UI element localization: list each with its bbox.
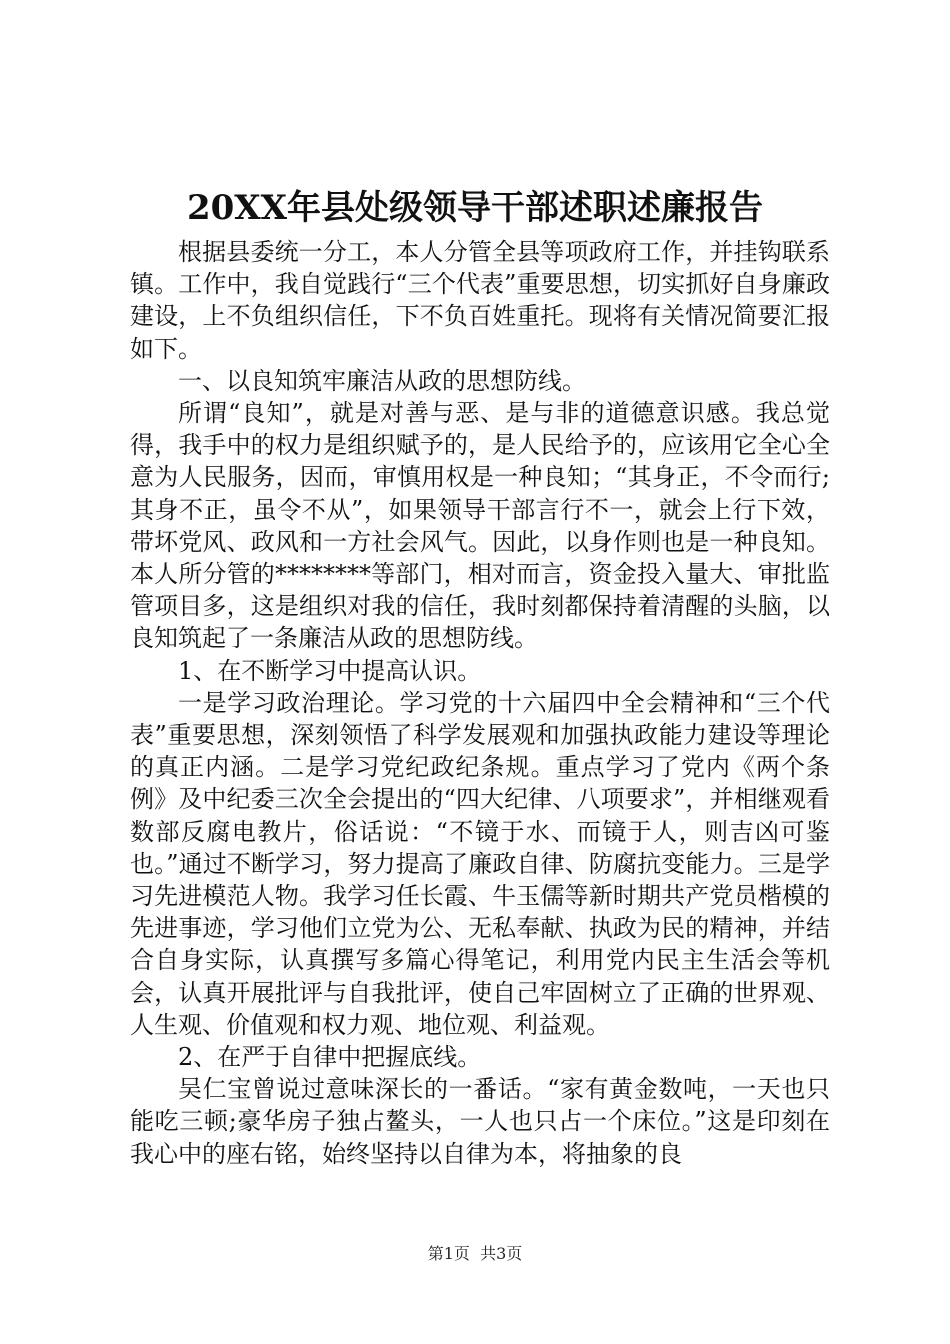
document-body (130, 236, 830, 1170)
paragraph-conscience: 所谓“良知”，就是对善与恶、是与非的道德意识感。我总觉得，我手中的权力是组织赋予的，是人民给予的，应该用它全心全意为人民服务，因而，审慎用权是一种良知；“其身正，不令而行;其身不正，虽令不从”，如果领导干部言行不一，就会上行下效，带坏党风、政风和一方社会风气。因此，以身作则也是一种良知。本人所分管的********等部门，相对而言，资金投入量大、审批监管项目多，这是组织对我的信任，我时刻都保持着清醒的头脑，以良知筑起了一条廉洁从政的思想防线。 (130, 399, 830, 653)
paragraph-intro: 根据县委统一分工，本人分管全县等项政府工作，并挂钩联系镇。工作中，我自觉践行“三个代表”重要思想，切实抓好自身廉政建设，上不负组织信任，下不负百姓重托。现将有关情况简要汇报如下。 (130, 238, 830, 363)
paragraph-study: 一是学习政治理论。学习党的十六届四中全会精神和“三个代表”重要思想，深刻领悟了科学发展观和加强执政能力建设等理论的真正内涵。二是学习党纪政纪条规。重点学习了党内《两个条例》及中纪委三次全会提出的“四大纪律、八项要求”，并相继观看数部反腐电教片，俗话说：“不镜于水、而镜于人，则吉凶可鉴也。”通过不断学习，努力提高了廉政自律、防腐抗变能力。三是学习先进模范人物。我学习任长霞、牛玉儒等新时期共产党员楷模的先进事迹，学习他们立党为公、无私奉献、执政为民的精神，并结合自身实际，认真撰写多篇心得笔记，利用党内民主生活会等机会，认真开展批评与自我批评，使自己牢固树立了正确的世界观、人生观、价值观和权力观、地位观、利益观。 (130, 688, 830, 1039)
paragraph-self-discipline: 吴仁宝曾说过意味深长的一番话。“家有黄金数吨，一天也只能吃三顿;豪华房子独占鳌头，一人也只占一个床位。”这是印刻在我心中的座右铭，始终坚持以自律为本，将抽象的良 (130, 1075, 830, 1168)
subsection-heading-2: 2、在严于自律中把握底线。 (178, 1043, 482, 1072)
document-title: 20XX年县处级领导干部述职述廉报告 (186, 188, 764, 228)
page-number-footer: 第1页 共3页 (427, 1244, 523, 1263)
subsection-heading-1: 1、在不断学习中提高认识。 (178, 656, 482, 685)
section-heading-1: 一、以良知筑牢廉洁从政的思想防线。 (178, 366, 586, 395)
